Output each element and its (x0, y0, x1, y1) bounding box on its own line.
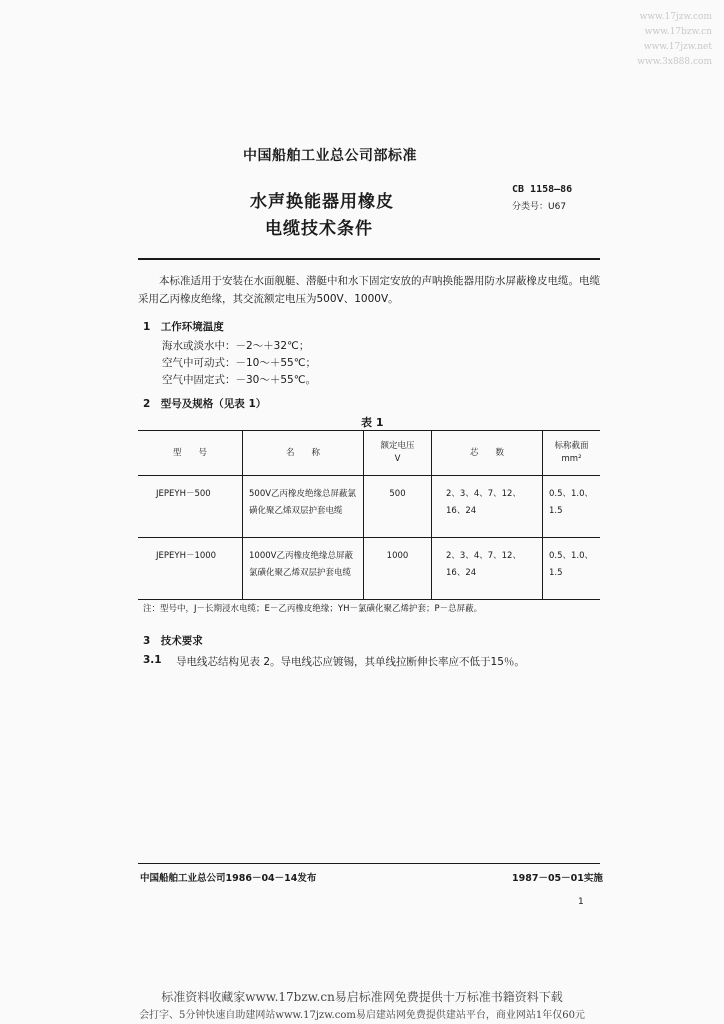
issue-date: 中国船舶工业总公司1986－04－14发布 (140, 873, 317, 884)
document-title-line-2: 电缆技术条件 (265, 219, 373, 239)
name-cell: 1000V乙丙橡皮绝缘总屏蔽氯磺化聚乙烯双层护套电缆 (243, 538, 364, 600)
temperature-line: 空气中可动式：－10～＋55℃； (162, 357, 317, 369)
page-number: 1 (578, 897, 584, 907)
cross-section-cell: 0.5、1.0、1.5 (543, 538, 601, 600)
temperature-line: 海水或淡水中：－2～＋32℃； (162, 340, 310, 352)
section-2-heading: 2 型号及规格（见表 1） (143, 398, 267, 410)
corner-watermark-line: www.17bzw.cn (644, 27, 712, 37)
effective-date: 1987－05－01实施 (512, 873, 603, 884)
corner-watermark (637, 10, 712, 70)
table-header-row (138, 431, 600, 476)
column-header: 型 号 (138, 431, 243, 476)
standard-code: CB 1158—86 (512, 184, 573, 195)
classification-number: 分类号：U67 (512, 202, 567, 212)
cores-cell: 2、3、4、7、12、16、24 (432, 476, 543, 538)
spec-table (138, 430, 600, 600)
corner-watermark-line: www.17jzw.net (643, 42, 712, 52)
site-watermark-line-1: 标准资料收藏家www.17bzw.cn易启标准网免费提供十万标准书籍资料下载 (161, 990, 563, 1004)
corner-watermark-line: www.3x888.com (637, 57, 712, 67)
header-divider (138, 258, 600, 260)
section-1-heading: 1 工作环境温度 (143, 321, 224, 333)
section-3-heading: 3 技术要求 (143, 635, 203, 647)
cores-cell: 2、3、4、7、12、16、24 (432, 538, 543, 600)
model-cell: JEPEYH－500 (138, 476, 243, 538)
column-header: 额定电压 V (364, 431, 432, 476)
column-header: 芯 数 (432, 431, 543, 476)
issuing-organization: 中国船舶工业总公司部标准 (243, 148, 417, 164)
item-3-1-text: 导电线芯结构见表 2。导电线芯应镀锡，其单线拉断伸长率应不低于15％。 (176, 656, 525, 668)
corner-watermark-line: www.17jzw.com (639, 12, 712, 22)
site-watermark-line-2: 会打字、5分钟快速自助建网站www.17jzw.com易启建站网免费提供建站平台，商业网站1年仅60元 (139, 1010, 585, 1021)
cross-section-cell: 0.5、1.0、1.5 (543, 476, 601, 538)
intro-paragraph: 本标准适用于安装在水面舰艇、潜艇中和水下固定安放的声呐换能器用防水屏蔽橡皮电缆。电缆采用乙丙橡皮绝缘，其交流额定电压为500V、1000V。 (138, 275, 600, 305)
voltage-cell: 1000 (364, 538, 432, 600)
model-cell: JEPEYH－1000 (138, 538, 243, 600)
document-title-line-1: 水声换能器用橡皮 (250, 192, 394, 212)
footer-divider (138, 863, 600, 864)
table-note: 注：型号中，J－长期浸水电缆；E－乙丙橡皮绝缘；YH－氯磺化聚乙烯护套；P－总屏蔽。 (143, 604, 483, 614)
name-cell: 500V乙丙橡皮绝缘总屏蔽氯磺化聚乙烯双层护套电缆 (243, 476, 364, 538)
table-row (138, 476, 600, 538)
table-caption: 表 1 (361, 416, 384, 429)
column-header: 名 称 (243, 431, 364, 476)
table-row (138, 538, 600, 600)
item-number: 3.1 (143, 654, 162, 666)
column-header: 标称截面 mm² (543, 431, 601, 476)
temperature-line: 空气中固定式：－30～＋55℃。 (162, 374, 317, 386)
voltage-cell: 500 (364, 476, 432, 538)
